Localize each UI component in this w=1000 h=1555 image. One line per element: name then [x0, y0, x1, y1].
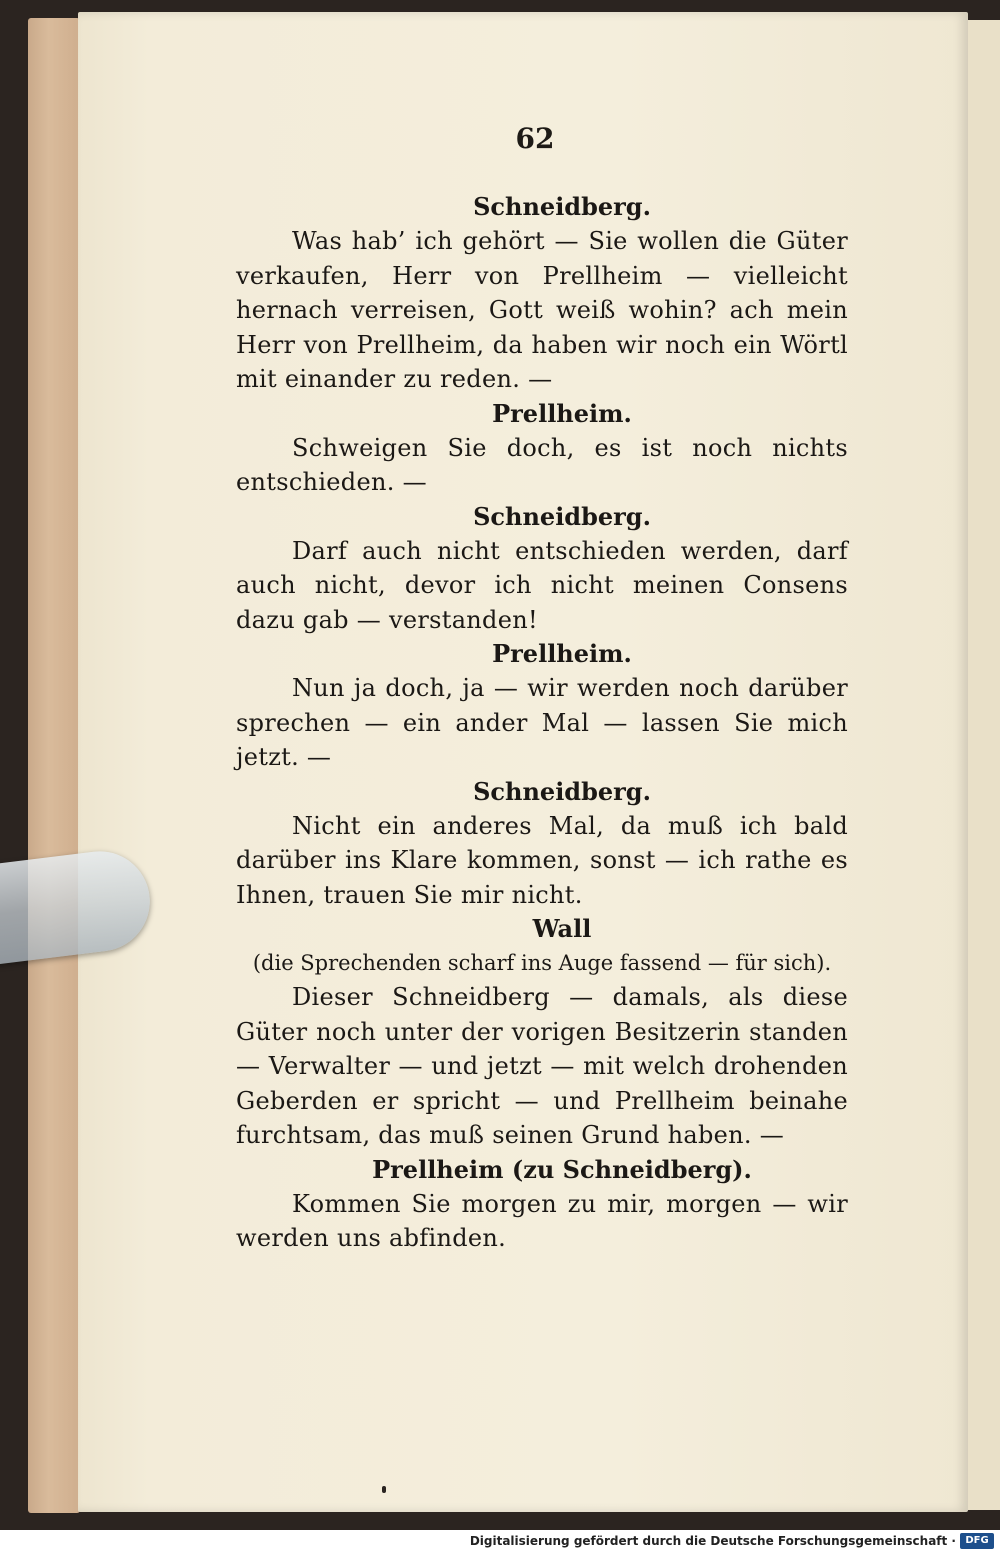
dfg-logo: DFG — [960, 1533, 994, 1549]
speaker-name: Prellheim (zu Schneidberg). — [372, 1154, 752, 1184]
speaker-name: Schneidberg. — [473, 192, 651, 221]
speaker-name: Schneidberg. — [473, 776, 651, 806]
speaker-name: Prellheim. — [492, 639, 632, 668]
page-text — [236, 190, 848, 1256]
footer-bar — [0, 1530, 1000, 1555]
dialogue-paragraph: Nun ja doch, ja — wir werden noch darüber sprechen — ein ander Mal — lassen Sie mich jetzt. — — [236, 674, 848, 771]
speaker-name: Wall — [532, 914, 592, 943]
dialogue-paragraph: Nicht ein anderes Mal, da muß ich bald darüber ins Klare kommen, sonst — ich rathe es Ihnen, trauen Sie mir nicht. — [236, 811, 848, 909]
book-page-edges — [28, 18, 80, 1513]
dialogue-paragraph: Was hab’ ich gehört — Sie wollen die Güter verkaufen, Herr von Prellheim — vielleicht hernach verreisen, Gott weiß wohin? ach mein Herr von Prellheim, da haben wir noch ein Wörtl mit einander zu reden. — — [236, 227, 848, 393]
footer-credit: Digitalisierung gefördert durch die Deutsche Forschungsgemeinschaft · — [469, 1534, 956, 1548]
speaker-name: Prellheim. — [492, 398, 632, 428]
dialogue-paragraph: Kommen Sie morgen zu mir, morgen — wir werden uns abfinden. — [236, 1189, 848, 1252]
dialogue-paragraph: Darf auch nicht entschieden werden, darf auch nicht, devor ich nicht meinen Consens dazu gab — verstanden! — [236, 536, 848, 634]
dialogue-paragraph: Dieser Schneidberg — damals, als diese Güter noch unter der vorigen Besitzerin standen — Verwalter — und jetzt — mit welch drohenden Geberden er spricht — und Prellheim beinahe furchtsam, das muß seinen Grund haben. — — [236, 983, 848, 1149]
page-number: 62 — [515, 122, 555, 155]
stage-direction: (die Sprechenden scharf ins Auge fassend — für sich). — [252, 951, 832, 975]
ink-mark — [382, 1486, 386, 1493]
dialogue-paragraph: Schweigen Sie doch, es ist noch nichts entschieden. — — [236, 433, 848, 496]
speaker-name: Schneidberg. — [473, 501, 651, 531]
facing-page-edge — [968, 20, 1000, 1510]
